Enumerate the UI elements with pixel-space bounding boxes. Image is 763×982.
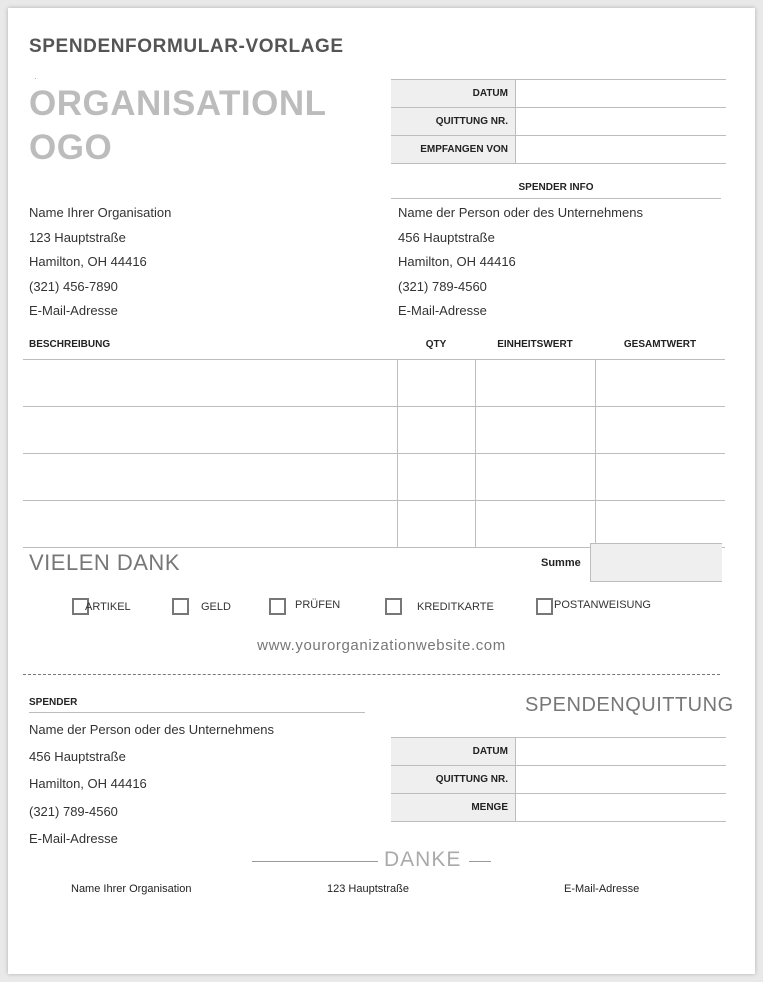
danke-right-rule (469, 861, 491, 862)
field-label: EMPFANGEN VON (391, 136, 516, 164)
thank-you-heading: VIELEN DANK (29, 550, 180, 575)
payment-option-item[interactable] (72, 598, 131, 615)
receipt-fields-table (391, 737, 726, 822)
description-cell[interactable] (23, 454, 397, 501)
sum-label: Summe (541, 557, 581, 569)
donor-street: 456 Hauptstraße (398, 229, 495, 245)
organization-city: Hamilton, OH 44416 (29, 254, 147, 269)
receipt-amount-input[interactable] (516, 794, 727, 822)
donor-name: Name der Person oder des Unternehmens (398, 205, 643, 220)
footer-organization-name: Name Ihrer Organisation (71, 883, 192, 895)
payment-option-check[interactable] (269, 598, 340, 615)
receipt-field-row-date (391, 738, 726, 766)
payment-option-credit-card[interactable] (385, 598, 494, 615)
field-row-receipt-no (391, 108, 726, 136)
donor-email: E-Mail-Adresse (398, 303, 487, 318)
footer-email: E-Mail-Adresse (564, 883, 640, 895)
column-header-description: BESCHREIBUNG (23, 339, 397, 360)
payment-option-label: PRÜFEN (295, 599, 341, 611)
unit-value-cell[interactable] (475, 501, 595, 548)
item-row (23, 454, 725, 501)
checkbox-icon[interactable] (172, 598, 189, 615)
receipt-donor-name: Name der Person oder des Unternehmens (29, 722, 274, 737)
decorative-dot: · (34, 74, 37, 83)
qty-cell[interactable] (397, 454, 475, 501)
donation-form-page (8, 8, 755, 974)
unit-value-cell[interactable] (475, 360, 595, 407)
organization-name: Name Ihrer Organisation (29, 205, 172, 220)
qty-cell[interactable] (397, 407, 475, 454)
receipt-donor-phone: (321) 789-4560 (29, 803, 118, 819)
total-value-cell[interactable] (595, 501, 725, 548)
top-fields-table (391, 79, 726, 164)
column-header-qty: QTY (397, 339, 475, 360)
receipt-number-input[interactable] (516, 766, 727, 794)
payment-option-label: ARTIKEL (85, 600, 131, 613)
field-row-date (391, 80, 726, 108)
organization-website[interactable]: www.yourorganizationwebsite.com (257, 637, 506, 654)
danke-left-rule (252, 861, 378, 862)
received-from-input[interactable] (516, 136, 727, 164)
payment-option-label: POSTANWEISUNG (554, 599, 651, 611)
unit-value-cell[interactable] (475, 407, 595, 454)
total-value-cell[interactable] (595, 407, 725, 454)
donor-info-heading: SPENDER INFO (391, 182, 721, 199)
danke-text: DANKE (384, 848, 462, 871)
description-cell[interactable] (23, 407, 397, 454)
payment-option-label: GELD (201, 600, 231, 613)
qty-cell[interactable] (397, 501, 475, 548)
column-header-total-value: GESAMTWERT (595, 339, 725, 360)
field-label: DATUM (391, 738, 516, 766)
checkbox-icon[interactable] (269, 598, 286, 615)
item-row (23, 407, 725, 454)
receipt-number-input[interactable] (516, 108, 727, 136)
items-table (23, 339, 725, 548)
organization-address (29, 201, 171, 324)
item-row (23, 501, 725, 548)
field-label: DATUM (391, 80, 516, 108)
unit-value-cell[interactable] (475, 454, 595, 501)
field-row-received-from (391, 136, 726, 164)
organization-logo-placeholder: ORGANISATIONLOGO (29, 84, 327, 167)
organization-email: E-Mail-Adresse (29, 303, 118, 318)
cut-line-divider (23, 674, 720, 675)
receipt-date-input[interactable] (516, 738, 727, 766)
receipt-field-row-amount (391, 794, 726, 822)
item-row (23, 360, 725, 407)
form-title: SPENDENFORMULAR-VORLAGE (29, 36, 344, 57)
organization-phone: (321) 456-7890 (29, 278, 118, 294)
receipt-title: SPENDENQUITTUNG (525, 694, 734, 716)
payment-option-money[interactable] (172, 598, 231, 615)
receipt-donor-city: Hamilton, OH 44416 (29, 776, 147, 792)
receipt-field-row-number (391, 766, 726, 794)
sum-input[interactable] (590, 543, 722, 582)
total-value-cell[interactable] (595, 360, 725, 407)
description-cell[interactable] (23, 360, 397, 407)
receipt-donor-street: 456 Hauptstraße (29, 749, 126, 765)
qty-cell[interactable] (397, 360, 475, 407)
items-header-row (23, 339, 725, 360)
payment-option-money-order[interactable] (536, 598, 651, 615)
description-cell[interactable] (23, 501, 397, 548)
checkbox-icon[interactable] (385, 598, 402, 615)
organization-street: 123 Hauptstraße (29, 229, 126, 245)
payment-option-label: KREDITKARTE (417, 600, 494, 613)
field-label: QUITTUNG NR. (391, 766, 516, 794)
field-label: QUITTUNG NR. (391, 108, 516, 136)
donor-city: Hamilton, OH 44416 (398, 254, 516, 269)
donor-phone: (321) 789-4560 (398, 278, 487, 294)
receipt-donor-heading: SPENDER (29, 697, 365, 713)
footer-street: 123 Hauptstraße (327, 883, 409, 895)
total-value-cell[interactable] (595, 454, 725, 501)
receipt-donor-address (29, 716, 274, 852)
checkbox-icon[interactable] (536, 598, 553, 615)
donor-address (398, 201, 643, 324)
receipt-donor-email: E-Mail-Adresse (29, 830, 118, 846)
date-input[interactable] (516, 80, 727, 108)
field-label: MENGE (391, 794, 516, 822)
column-header-unit-value: EINHEITSWERT (475, 339, 595, 360)
